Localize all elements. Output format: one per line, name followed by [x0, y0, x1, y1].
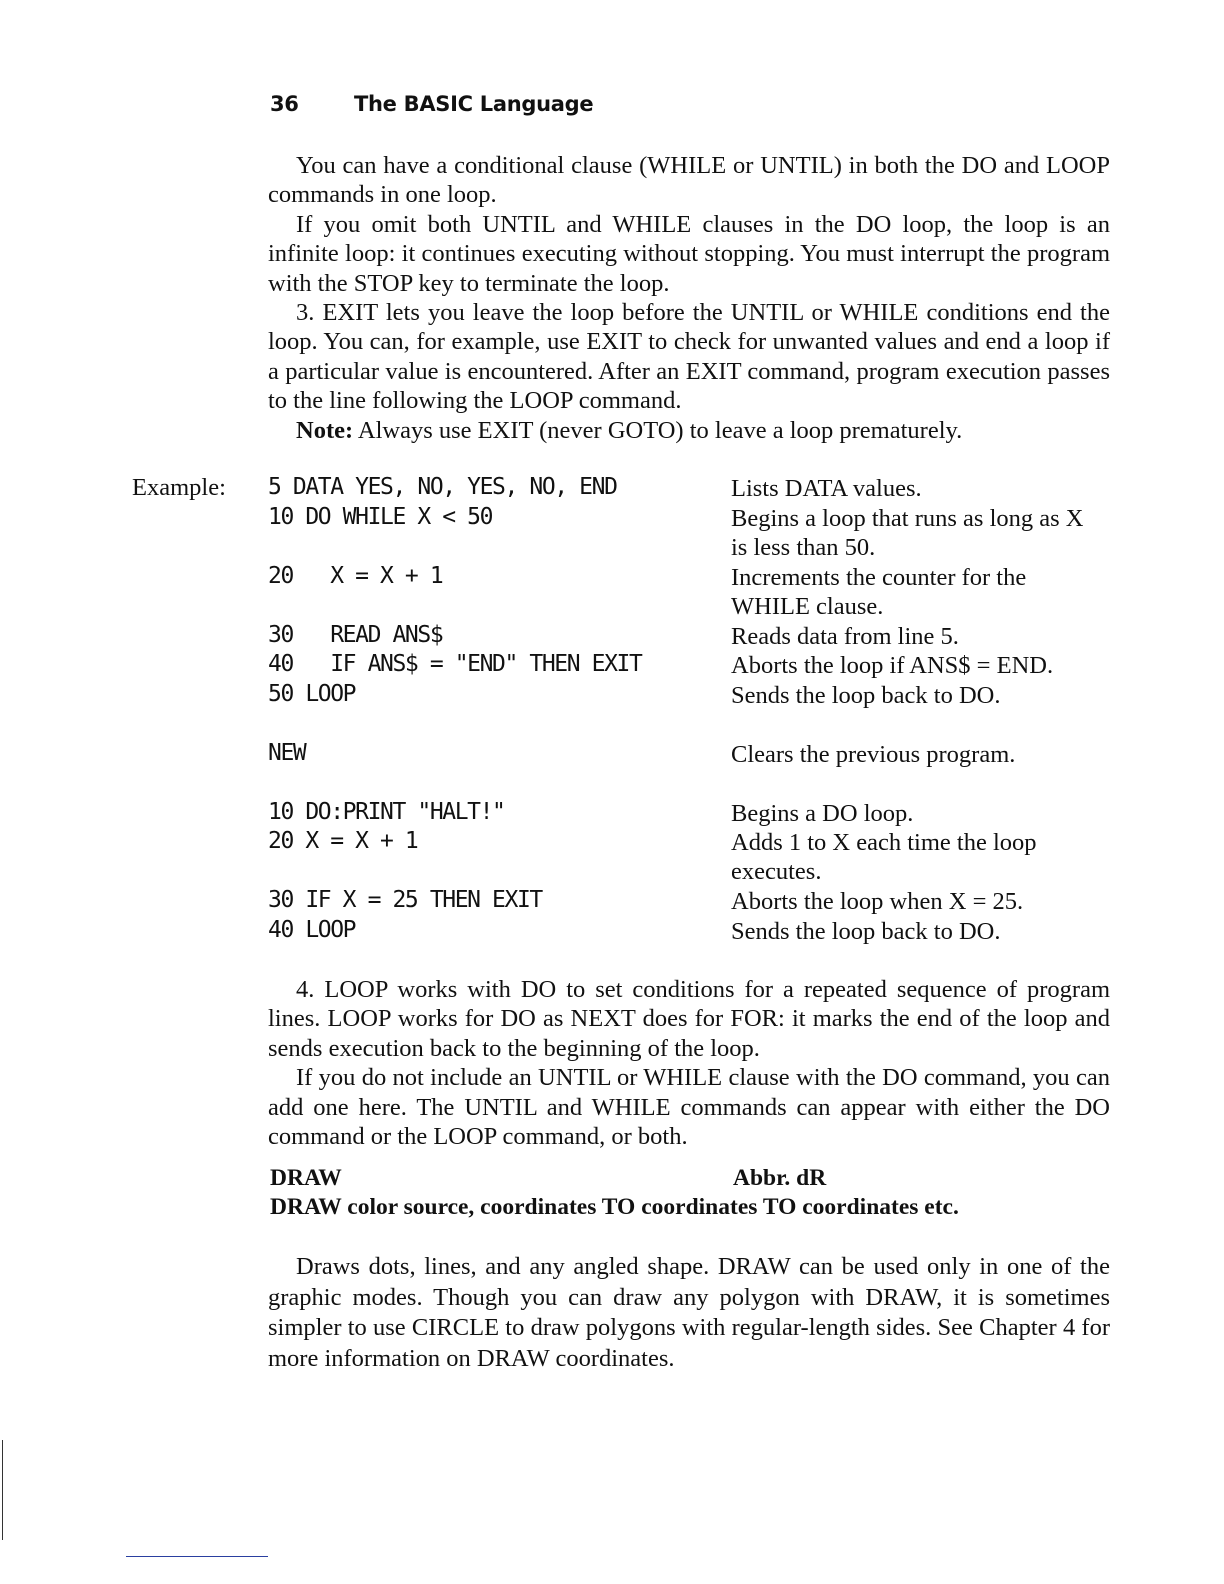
paragraph: If you do not include an UNTIL or WHILE clause with the DO command, you can add one here. The UNTIL and WHILE commands can appear with either the DO command or the LOOP command, or both. — [268, 1064, 1110, 1151]
paragraph: 4. LOOP works with DO to set conditions for a repeated sequence of program lines. LOOP works for DO as NEXT does for FOR: it marks the end of the loop and sends execution back to the beginning of the loop. — [268, 976, 1110, 1062]
code-line: 20 X = X + 1 — [268, 563, 443, 589]
paragraph: If you omit both UNTIL and WHILE clauses in the DO loop, the loop is an infinite loop: it continues executing without stopping. You must interrupt the program with the STOP key to terminate the loop. — [268, 210, 1110, 297]
code-comment: Aborts the loop when X = 25. — [731, 888, 1024, 915]
code-comment: Increments the counter for the WHILE clause. — [731, 564, 1027, 621]
page-header — [270, 92, 593, 116]
code-line: 10 DO:PRINT "HALT!" — [268, 799, 505, 825]
intro-section — [268, 151, 1110, 445]
code-comment: Aborts the loop if ANS$ = END. — [731, 652, 1054, 679]
note-label: Note: — [296, 416, 354, 444]
example-label: Example: — [132, 474, 226, 501]
draw-description — [268, 1252, 1110, 1374]
note-text: Always use EXIT (never GOTO) to leave a loop prematurely. — [353, 416, 963, 444]
note-paragraph — [268, 416, 1110, 445]
scan-edge-line — [2, 1440, 3, 1540]
paragraph: 3. EXIT lets you leave the loop before the UNTIL or WHILE conditions end the loop. You can, for example, use EXIT to check for unwanted values and end a loop if a particular value is encountered. After an EXIT command, program execution passes to the line following the LOOP command. — [268, 299, 1110, 415]
command-abbreviation: Abbr. dR — [733, 1165, 827, 1191]
code-comment: Adds 1 to X each time the loop executes. — [731, 829, 1037, 886]
command-name: DRAW — [270, 1165, 342, 1191]
footnote-rule — [126, 1556, 268, 1557]
code-comment: Reads data from line 5. — [731, 623, 959, 650]
code-line: 50 LOOP — [268, 681, 356, 707]
code-line: 40 IF ANS$ = "END" THEN EXIT — [268, 651, 642, 677]
paragraph: You can have a conditional clause (WHILE or UNTIL) in both the DO and LOOP commands in one loop. — [268, 152, 1110, 209]
code-comment: Sends the loop back to DO. — [731, 918, 1001, 945]
code-comment: Lists DATA values. — [731, 475, 922, 502]
code-line: NEW — [268, 740, 306, 766]
code-line: 5 DATA YES, NO, YES, NO, END — [268, 474, 617, 500]
code-comment: Begins a loop that runs as long as X is less than 50. — [731, 505, 1084, 562]
code-line: 40 LOOP — [268, 917, 356, 943]
page-number: 36 — [270, 92, 299, 116]
code-line: 10 DO WHILE X < 50 — [268, 504, 493, 530]
code-line: 30 IF X = 25 THEN EXIT — [268, 887, 542, 913]
chapter-title: The BASIC Language — [354, 92, 594, 116]
code-comment: Sends the loop back to DO. — [731, 682, 1001, 709]
code-comment: Clears the previous program. — [731, 741, 1016, 768]
code-comment: Begins a DO loop. — [731, 800, 914, 827]
paragraph: Draws dots, lines, and any angled shape. DRAW can be used only in one of the graphic modes. Though you can draw any polygon with DRAW, it is sometimes simpler to use CIRCLE to draw polygons with regular-length sides. See Chapter 4 for more information on DRAW coordinates. — [268, 1253, 1110, 1372]
code-line: 30 READ ANS$ — [268, 622, 443, 648]
loop-section — [268, 975, 1110, 1151]
code-line: 20 X = X + 1 — [268, 828, 418, 854]
command-syntax: DRAW color source, coordinates TO coordinates TO coordinates etc. — [270, 1194, 959, 1220]
